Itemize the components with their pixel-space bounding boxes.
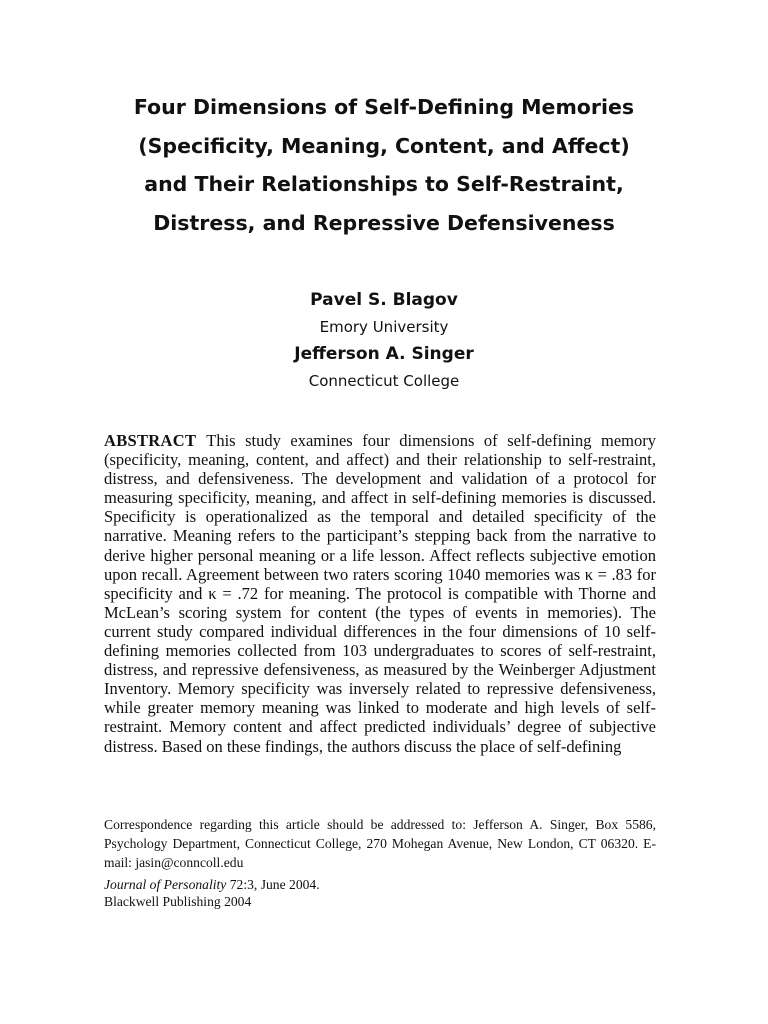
author-name-2: Jefferson A. Singer — [294, 344, 474, 364]
title-line-3: and Their Relationships to Self-Restraint, — [144, 172, 624, 196]
title-line-2: (Specificity, Meaning, Content, and Affect) — [138, 133, 630, 158]
publisher-line: Blackwell Publishing 2004 — [104, 894, 252, 909]
title-line-4: Distress, and Repressive Defensiveness — [153, 210, 615, 235]
author-affiliation-2: Connecticut College — [308, 372, 460, 390]
correspondence-note: Correspondence regarding this article should be addressed to: Jefferson A. Singer, Box 5586, Psychology Department, Connecticut College, 270 Mohegan Avenue, New London, CT 06320. E-mail: jasin@conncoll.edu — [104, 817, 656, 870]
abstract-paragraph — [104, 431, 656, 756]
abstract-label: ABSTRACT — [104, 431, 197, 450]
journal-info — [104, 876, 656, 910]
author-affiliation-1: Emory University — [319, 318, 449, 336]
abstract-text: This study examines four dimensions of self-defining memory (specificity, meaning, content, and affect) and their relationship to self-restraint, distress, and defensiveness. The development and validation of a protocol for measuring specificity, meaning, and affect in self-defining memories is discussed. Specificity is operationalized as the temporal and detailed specificity of the narrative. Meaning refers to the participant’s stepping back from the narrative to derive higher personal meaning or a life lesson. Affect reflects subjective emotion upon recall. Agreement between two raters scoring 1040 memories was κ = .83 for specificity and κ = .72 for meaning. The protocol is compatible with Thorne and McLean’s scoring system for content (the types of events in memories). The current study compared individual differences in the four dimensions of 10 self-defining memories collected from 103 undergraduates to scores of self-restraint, distress, and repressive defensiveness, as measured by the Weinberger Adjustment Inventory. Memory specificity was inversely related to repressive defensiveness, while greater memory meaning was linked to moderate and high levels of self-restraint. Memory content and affect predicted individuals’ degree of subjective distress. Based on these findings, the authors discuss the place of self-defining — [104, 431, 656, 756]
journal-issue: 72:3, June 2004. — [226, 877, 320, 892]
journal-citation — [104, 876, 656, 893]
author-name-1: Pavel S. Blagov — [310, 290, 458, 310]
title-line-1: Four Dimensions of Self-Defining Memories — [133, 95, 635, 119]
journal-name: Journal of Personality — [104, 877, 227, 892]
author-block — [60, 286, 708, 394]
article-title — [60, 88, 708, 242]
